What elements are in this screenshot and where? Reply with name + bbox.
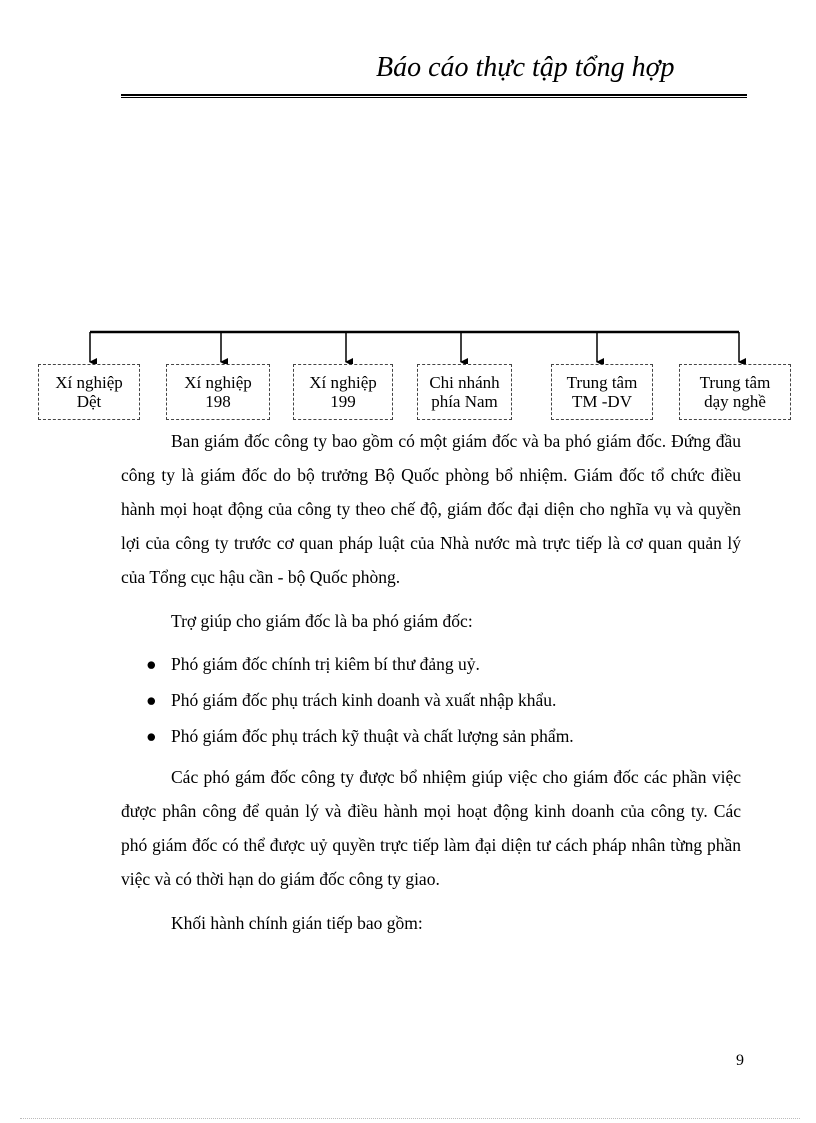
org-unit-xi-nghiep-199 — [293, 364, 393, 420]
header-rule — [121, 94, 747, 98]
org-unit-xi-nghiep-det — [38, 364, 140, 420]
org-unit-line1: Trung tâm — [566, 373, 638, 392]
page-header-title: Báo cáo thực tập tổng hợp — [376, 52, 675, 83]
org-unit-trung-tam-tm-dv — [551, 364, 653, 420]
footer-divider — [20, 1118, 800, 1119]
org-unit-chi-nhanh-phia-nam — [417, 364, 512, 420]
org-unit-line2: 199 — [330, 392, 356, 411]
org-unit-line1: Trung tâm — [699, 373, 771, 392]
paragraph-admin-block: Khối hành chính gián tiếp bao gồm: — [171, 913, 423, 933]
org-unit-line1: Xí nghiệp — [309, 373, 377, 392]
list-item: ● Phó giám đốc chính trị kiêm bí thư đảng uỷ. — [121, 646, 741, 682]
org-unit-line2: Dệt — [76, 392, 102, 411]
org-unit-line2: 198 — [205, 392, 231, 411]
org-unit-trung-tam-day-nghe — [679, 364, 791, 420]
bullet-icon: ● — [146, 726, 157, 746]
paragraph-board-of-directors: Ban giám đốc công ty bao gồm có một giám đốc và ba phó giám đốc. Đứng đầu công ty là giám đốc do bộ trưởng Bộ Quốc phòng bổ nhiệm. Giám đốc tổ chức điều hành mọi hoạt động của công ty theo chế độ, giám đốc đại diện cho nghĩa vụ và quyền lợi của công ty trước cơ quan pháp luật của Nhà nước mà trực tiếp là cơ quan quản lý của Tổng cục hậu cần - bộ Quốc phòng. — [121, 431, 741, 587]
paragraph-deputies-duties: Các phó gám đốc công ty được bổ nhiệm giúp việc cho giám đốc các phần việc được phân công để quản lý và điều hành mọi hoạt động kinh doanh của công ty. Các phó giám đốc có thể được uỷ quyền trực tiếp làm đại diện tư cách pháp nhân từng phần việc và có thời hạn do giám đốc công ty giao. — [121, 767, 741, 889]
list-item: ● Phó giám đốc phụ trách kỹ thuật và chất lượng sản phẩm. — [121, 718, 741, 754]
bullet-icon: ● — [146, 690, 157, 710]
deputy-list — [121, 646, 741, 754]
org-unit-line1: Xí nghiệp — [55, 373, 123, 392]
bullet-icon: ● — [146, 654, 157, 674]
page-number: 9 — [736, 1052, 744, 1069]
org-unit-line2: TM -DV — [572, 392, 632, 411]
org-unit-line2: phía Nam — [431, 392, 498, 411]
org-unit-line2: dạy nghề — [704, 392, 766, 411]
org-chart — [0, 320, 816, 430]
body-text — [121, 424, 741, 940]
org-chart-connectors — [0, 320, 816, 370]
list-item: ● Phó giám đốc phụ trách kinh doanh và xuất nhập khẩu. — [121, 682, 741, 718]
org-unit-xi-nghiep-198 — [166, 364, 270, 420]
org-unit-line1: Xí nghiệp — [184, 373, 252, 392]
org-unit-line1: Chi nhánh — [429, 373, 500, 392]
paragraph-deputies-intro: Trợ giúp cho giám đốc là ba phó giám đốc: — [171, 611, 473, 631]
